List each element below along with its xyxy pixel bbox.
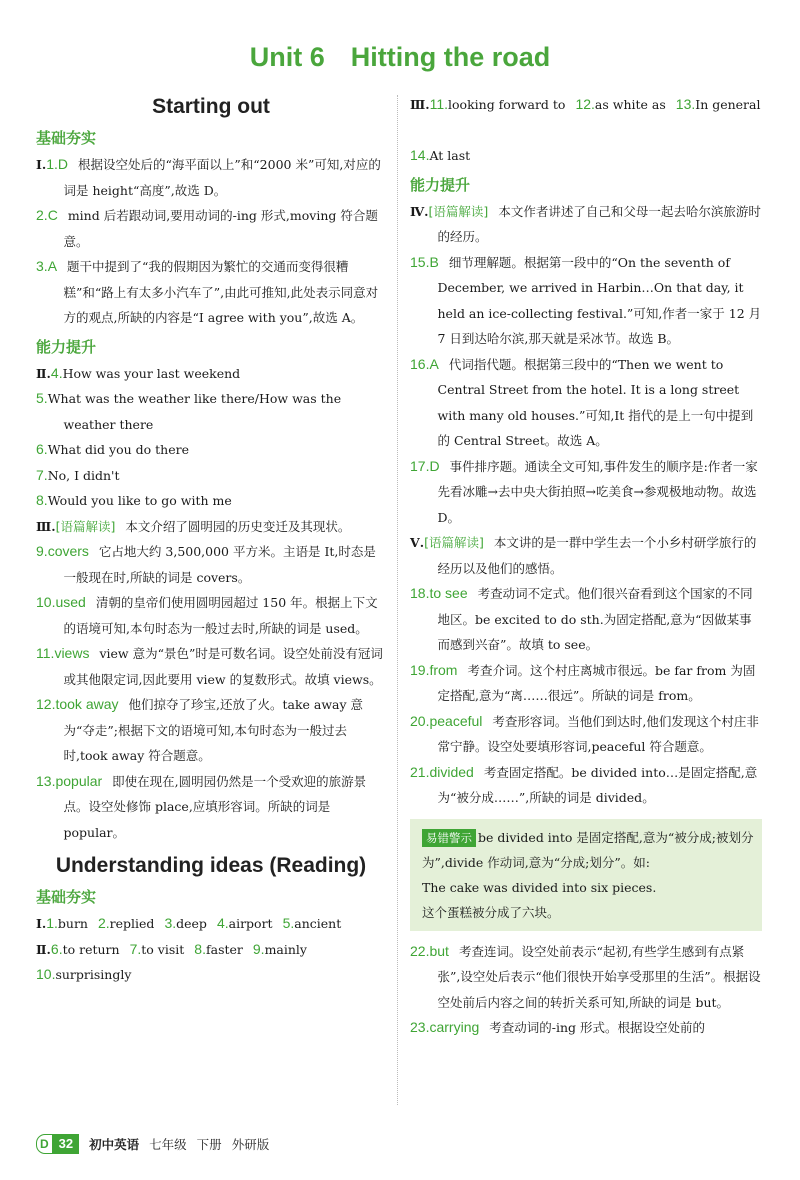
question-number: 4 [216,915,225,931]
question-number: 5 [36,390,44,406]
subsection-basic-2: 基础夯实 [36,888,97,906]
explanation: 考查动词的-ing 形式。根据设空处前的 [489,1020,706,1035]
answer: mainly [264,941,307,957]
passage-summary: Ⅴ.[语篇解读] 本文讲的是一群中学生去一个小乡村研学旅行的经历以及他们的感悟。 [410,535,757,576]
passage-summary: Ⅳ.[语篇解读] 本文作者讲述了自己和父母一起去哈尔滨旅游时的经历。 [410,203,761,244]
question-number: 18 [410,585,426,601]
passage-tag: [语篇解读] [424,535,484,550]
question-number: 13 [675,96,692,112]
explanation: 考查介词。这个村庄离城市很远。be far from 为固定搭配,意为“离……很远”。所缺的词是 from。 [437,662,756,703]
footer-badge: D [36,1134,53,1154]
answer: At last [429,148,471,163]
question-number: 11 [429,96,445,112]
explanation: 考查固定搭配。be divided into…是固定搭配,意为“被分成……”,所缺的词是 divided。 [437,764,758,805]
roman-numeral: Ⅱ. [36,941,51,957]
note-example-en: The cake was divided into six pieces. [422,879,657,895]
answer-item: 16.A 代词指代题。根据第三段中的“Then we went to Central Street from the hotel. It is a long street with many old houses.”可知,It 指代的是上一句中提到的 Central Street。故选 A。 [410,355,754,448]
answer-item: 10.used 清朝的皇帝们使用圆明园超过 150 年。根据上下文的语境可知,本句时态为一般过去时,所缺的词是 used。 [36,594,378,636]
answer: took away [55,696,119,712]
question-number: 8 [36,492,44,508]
answer-item: 13.popular 即使在现在,圆明园仍然是一个受欢迎的旅游景点。设空处修饰 place,应填形容词。所缺的词是 popular。 [36,772,367,840]
answer-row-r1: Ⅰ.1.burn 2.replied 3.deep 4.airport 5.ancient [36,915,342,931]
answer: A [47,258,58,274]
question-number: 4 [50,364,59,381]
footer-subject: 初中英语 [89,1137,140,1152]
answer: covers [47,543,89,559]
question-number: 15 [410,253,426,270]
answer: carrying [429,1019,480,1035]
explanation: 他们掠夺了珍宝,还放了火。take away 意为“夺走”;根据下文的语境可知,本句时态为一般过去时,took away 符合题意。 [63,697,364,763]
answers-part4 [410,250,762,531]
answer-item: 8.Would you like to go with me [36,492,232,508]
question-number: 9 [36,543,44,559]
subsection-basic: 基础夯实 [36,129,97,147]
left-column [36,92,386,988]
answer-item: Ⅰ.1.D 根据设空处后的“海平面以上”和“2000 米”可知,对应的词是 height“高度”,故选 D。 [36,156,381,198]
answer-item: Ⅱ.4.How was your last weekend [36,364,241,381]
passage-tag: [语篇解读] [55,518,116,534]
answer: airport [228,916,273,931]
answers-part6 [410,939,762,1041]
answer-item: 12.took away 他们掠夺了珍宝,还放了火。take away 意为“夺走”;根据下文的语境可知,本句时态为一般过去时,took away 符合题意。 [36,696,364,763]
question-number: 9 [252,940,261,957]
question-number: 21 [410,763,426,780]
answer: surprisingly [55,967,132,982]
answer: replied [109,916,155,931]
page-number: 32 [53,1134,79,1154]
answer-item: 6.What did you do there [36,441,189,457]
answer: peaceful [429,712,483,729]
question-number: 1 [46,156,54,172]
roman-numeral: Ⅲ. [410,97,430,112]
answer: ancient [294,916,342,931]
answer: B [429,253,439,270]
explanation: Would you like to go with me [47,493,232,508]
answer-item: 18.to see 考查动词不定式。他们很兴奋看到这个国家的不同地区。be excited to do sth.为固定搭配,意为“因做某事而感到兴奋”。故填 to see。 [410,585,753,652]
explanation: 细节理解题。根据第一段中的“On the seventh of December, we arrived in Harbin…On that day, it held an ice-collecting festival.”可知,作者一家于 12 月 7 日到达哈尔滨,那天就是采冰节。故选 B。 [437,254,762,346]
explanation: What was the weather like there/How was the weather there [47,391,342,432]
explanation: What did you do there [47,442,189,457]
answer: D [429,457,440,474]
page-footer [36,1133,279,1155]
answer-item: 15.B 细节理解题。根据第一段中的“On the seventh of December, we arrived in Harbin…On that day, it held an ice-collecting festival.”可知,作者一家于 12 月 7 日到达哈尔滨,那天就是采冰节。故选 B。 [410,253,762,346]
explanation: view 意为“景色”时是可数名词。设空处前没有冠词或其他限定词,因此要用 view 的复数形式。故填 views。 [63,646,383,687]
right-column [410,92,762,1041]
answer: to visit [141,941,185,957]
answer: deep [176,916,207,931]
answers-part2 [36,361,386,514]
answer: C [47,207,58,223]
answer: used [55,594,86,610]
answer-row-r4: Ⅲ.11.looking forward to 12.as white as 13.In general [410,96,761,112]
explanation: No, I didn't [47,467,120,483]
answer-item: 11.views view 意为“景色”时是可数名词。设空处前没有冠词或其他限定词,因此要用 view 的复数形式。故填 views。 [36,645,383,687]
explanation: 事件排序题。通读全文可知,事件发生的顺序是:作者一家先看冰雕→去中央大街拍照→吃美食→参观极地动物。故选 D。 [437,458,758,525]
answer: from [429,661,458,678]
unit-name: Hitting the road [350,42,551,72]
answer-row-r3: 10.surprisingly [36,966,132,982]
subsection-advance-2: 能力提升 [410,175,471,194]
answer-item: 3.A 题干中提到了“我的假期因为繁忙的交通而变得很糟糕”和“路上有太多小汽车了”,由此可推知,此处表示同意对方的观点,所缺的内容是“I agree with you”,故选 A。 [36,258,379,325]
roman-numeral: Ⅰ. [36,916,47,931]
answer: In general [695,97,761,112]
question-number: 19 [410,661,426,678]
answer-item: 7.No, I didn't [36,466,120,483]
explanation: How was your last weekend [62,365,241,381]
unit-title [0,42,800,73]
roman-numeral: Ⅱ. [36,365,51,381]
section-heading-starting-out: Starting out [152,95,270,118]
question-number: 14 [410,147,426,163]
answer: but [429,942,449,959]
question-number: 3 [164,915,173,931]
answer: A [429,355,439,372]
question-number: 11 [36,645,51,661]
answer: to see [429,585,468,601]
question-number: 6 [50,940,59,957]
note-example-cn: 这个蛋糕被分成了六块。 [422,904,560,920]
answer: popular [55,772,103,789]
question-number: 20 [410,712,426,729]
answer-row-r2: Ⅱ.6.to return 7.to visit 8.faster 9.mainly [36,940,307,957]
answers-part1 [36,152,386,331]
unit-number: Unit 6 [249,42,325,72]
roman-numeral: Ⅰ. [36,157,47,172]
explanation: 考查连词。设空处前表示“起初,有些学生感到有点紧张”,设空处后表示“他们很快开始享受那里的生活”。根据设空处前后内容之间的转折关系可知,所缺的词是 but。 [437,943,761,1010]
question-number: 10 [36,594,52,610]
question-number: 2 [36,207,44,223]
answer: to return [62,941,120,957]
answer: burn [57,916,88,931]
note-label: 易错警示 [422,829,476,847]
question-number: 10 [36,966,52,982]
subsection-advance: 能力提升 [36,337,97,356]
passage-summary: Ⅲ.[语篇解读] 本文介绍了圆明园的历史变迁及其现状。 [36,518,351,534]
answer-item: 2.C mind 后若跟动词,要用动词的-ing 形式,moving 符合题意。 [36,207,378,249]
explanation: 即使在现在,圆明园仍然是一个受欢迎的旅游景点。设空处修饰 place,应填形容词。所缺的词是 popular。 [63,773,367,840]
question-number: 16 [410,355,426,372]
explanation: 它占地大约 3,500,000 平方米。主语是 It,时态是一般现在时,所缺的词是 covers。 [63,544,376,585]
question-number: 22 [410,942,426,959]
answer-item: 23.carrying 考查动词的-ing 形式。根据设空处前的 [410,1019,706,1035]
explanation: 清朝的皇帝们使用圆明园超过 150 年。根据上下文的语境可知,本句时态为一般过去时,所缺的词是 used。 [63,595,378,636]
question-number: 23 [410,1019,426,1035]
explanation: 题干中提到了“我的假期因为繁忙的交通而变得很糟糕”和“路上有太多小汽车了”,由此可推知,此处表示同意对方的观点,所缺的内容是“I agree with you”,故选 A。 [63,259,379,325]
answer: divided [429,763,474,780]
question-number: 12 [575,96,592,112]
answer: looking forward to [448,97,566,112]
question-number: 5 [282,915,291,931]
answer-item: 20.peaceful 考查形容词。当他们到达时,他们发现这个村庄非常宁静。设空处要填形容词,peaceful 符合题意。 [410,712,759,754]
answers-part5 [410,581,762,811]
explanation: 代词指代题。根据第三段中的“Then we went to Central Street from the hotel. It is a long street with many old houses.”可知,It 指代的是上一句中提到的 Central Street。故选 A。 [437,356,754,448]
answer-item: 21.divided 考查固定搭配。be divided into…是固定搭配,意为“被分成……”,所缺的词是 divided。 [410,763,758,805]
question-number: 1 [46,915,54,931]
answer: as white as [594,97,666,112]
question-number: 8 [194,940,203,957]
column-divider [397,95,398,1105]
answer-row-r5: 14.At last [410,147,471,163]
explanation: 考查形容词。当他们到达时,他们发现这个村庄非常宁静。设空处要填形容词,peaceful 符合题意。 [437,713,759,754]
footer-edition: 外研版 [231,1137,270,1152]
explanation: mind 后若跟动词,要用动词的-ing 形式,moving 符合题意。 [63,208,378,249]
question-number: 7 [36,466,44,483]
question-number: 17 [410,457,426,474]
answer: faster [205,941,243,957]
answer-item: 9.covers 它占地大约 3,500,000 平方米。主语是 It,时态是一般现在时,所缺的词是 covers。 [36,543,376,585]
question-number: 12 [36,696,52,712]
passage-tag: [语篇解读] [428,203,489,219]
question-number: 3 [36,258,44,274]
answer: D [57,156,69,172]
answer-item: 19.from 考查介词。这个村庄离城市很远。be far from 为固定搭配,意为“离……很远”。所缺的词是 from。 [410,661,756,703]
footer-grade: 七年级 [149,1137,187,1152]
explanation: 根据设空处后的“海平面以上”和“2000 米”可知,对应的词是 height“高度”,故选 D。 [63,157,381,198]
answer-item: 5.What was the weather like there/How was the weather there [36,390,342,432]
answers-part3 [36,539,386,845]
question-number: 6 [36,441,44,457]
note-text: be divided into 是固定搭配,意为“被分成;被划分为”,divide 作动词,意为“分成;划分”。如: [422,829,754,870]
question-number: 7 [129,940,138,957]
error-warning-note [410,819,762,931]
answer-item: 17.D 事件排序题。通读全文可知,事件发生的顺序是:作者一家先看冰雕→去中央大街拍照→吃美食→参观极地动物。故选 D。 [410,457,758,525]
answer-item: 22.but 考查连词。设空处前表示“起初,有些学生感到有点紧张”,设空处后表示“他们很快开始享受那里的生活”。根据设空处前后内容之间的转折关系可知,所缺的词是 but。 [410,942,761,1010]
section-heading-understanding: Understanding ideas (Reading) [55,854,367,877]
explanation: 考查动词不定式。他们很兴奋看到这个国家的不同地区。be excited to do sth.为固定搭配,意为“因做某事而感到兴奋”。故填 to see。 [437,586,753,652]
footer-volume: 下册 [196,1137,222,1152]
question-number: 13 [36,772,52,789]
question-number: 2 [97,915,106,931]
answer: views [54,645,90,661]
